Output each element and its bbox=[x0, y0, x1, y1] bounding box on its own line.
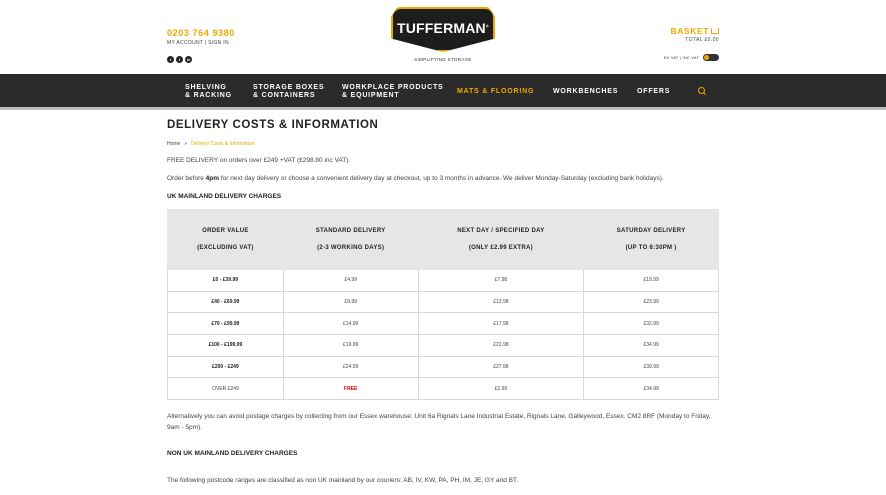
order-value-cell: £0 - £39.99 bbox=[168, 270, 284, 292]
saturday-price-cell: £19.99 bbox=[584, 270, 719, 292]
next-day-price-cell: £7.98 bbox=[418, 270, 584, 292]
standard-price-cell: £19.99 bbox=[283, 335, 418, 357]
standard-price-cell: £24.99 bbox=[283, 356, 418, 378]
column-header: NEXT DAY / SPECIFIED DAY (ONLY £2.99 EXTRA) bbox=[418, 210, 584, 270]
search-icon[interactable] bbox=[698, 87, 706, 95]
saturday-price-cell: £34.99 bbox=[584, 335, 719, 357]
delivery-charges-table bbox=[167, 209, 719, 400]
next-day-price-cell: £12.98 bbox=[418, 291, 584, 313]
site-header bbox=[0, 0, 886, 74]
nav-label-line2: & RACKING bbox=[185, 92, 232, 99]
collection-text: Alternatively you can avoid postage charges by collecting from our Essex warehouse: Unit 6a Rignals Lane Industrial Estate, Rignals Lane, Galleywood, Essex. CM2 8RF (Monday to Friday, 9am - 5pm). bbox=[167, 413, 711, 431]
facebook-icon[interactable]: f bbox=[176, 56, 183, 63]
order-value-cell: £100 - £199.99 bbox=[168, 335, 284, 357]
basket-icon bbox=[711, 28, 719, 34]
order-value-cell: £200 - £249 bbox=[168, 356, 284, 378]
page-title: DELIVERY COSTS & INFORMATION bbox=[167, 119, 379, 131]
table-row bbox=[168, 313, 719, 335]
social-links bbox=[167, 56, 192, 63]
nav-mats-flooring[interactable]: MATS & FLOORING bbox=[457, 88, 535, 95]
vat-switch bbox=[664, 54, 719, 61]
account-links bbox=[167, 40, 229, 46]
nav-offers[interactable]: OFFERS bbox=[637, 88, 671, 95]
breadcrumb-current: Delivery Costs & Information bbox=[191, 141, 255, 147]
order-value-cell: OVER £249 bbox=[168, 378, 284, 400]
free-delivery-badge: FREE bbox=[283, 378, 418, 400]
saturday-price-cell: £39.99 bbox=[584, 356, 719, 378]
basket-total: TOTAL £0.00 bbox=[685, 37, 719, 43]
next-day-price-cell: £22.98 bbox=[418, 335, 584, 357]
order-before-text: Order before 4pm for next day delivery or choose a convenient delivery day at checkout, up to 3 months in advance. We deliver Monday-Saturday (excluding bank holidays). bbox=[167, 175, 664, 182]
postcode-text: The following postcode ranges are classified as non UK mainland by our couriers: AB, IV, KW, PA, PH, IM, JE, GY and BT. bbox=[167, 477, 519, 484]
table-header-row bbox=[168, 210, 719, 270]
nav-workplace-products[interactable] bbox=[342, 84, 444, 100]
nav-workbenches[interactable]: WORKBENCHES bbox=[553, 88, 619, 95]
sign-in-link[interactable]: SIGN IN bbox=[208, 40, 229, 46]
column-header: STANDARD DELIVERY (2-3 WORKING DAYS) bbox=[283, 210, 418, 270]
table-row bbox=[168, 335, 719, 357]
non-uk-delivery-heading: NON UK MAINLAND DELIVERY CHARGES bbox=[167, 450, 298, 457]
uk-delivery-heading: UK MAINLAND DELIVERY CHARGES bbox=[167, 193, 282, 200]
breadcrumb-separator: » bbox=[184, 141, 188, 147]
logo-text: TUFFERMAN® bbox=[396, 20, 490, 36]
tagline: SIMPLIFYING STORAGE bbox=[414, 57, 472, 62]
my-account-link[interactable]: MY ACCOUNT bbox=[167, 40, 204, 46]
nav-storage-boxes[interactable] bbox=[253, 84, 324, 100]
column-header: ORDER VALUE (EXCLUDING VAT) bbox=[168, 210, 284, 270]
table-row bbox=[168, 291, 719, 313]
nav-shelving-racking[interactable] bbox=[185, 84, 232, 100]
next-day-price-cell: £2.99 bbox=[418, 378, 584, 400]
main-nav bbox=[0, 74, 886, 110]
twitter-icon[interactable]: t bbox=[167, 56, 174, 63]
nav-label-line2: & CONTAINERS bbox=[253, 92, 316, 99]
account-separator: | bbox=[204, 40, 209, 46]
basket[interactable] bbox=[670, 26, 719, 43]
vat-label: EX VAT | INC VAT bbox=[663, 55, 699, 60]
standard-price-cell: £14.99 bbox=[283, 313, 418, 335]
breadcrumb bbox=[167, 141, 254, 147]
saturday-price-cell: £23.99 bbox=[584, 291, 719, 313]
nav-label-line1: STORAGE BOXES bbox=[253, 84, 325, 91]
standard-price-cell: £4.99 bbox=[283, 270, 418, 292]
free-delivery-text: FREE DELIVERY on orders over £249 +VAT (£298.80 inc VAT). bbox=[167, 157, 351, 164]
basket-label[interactable]: BASKET bbox=[670, 26, 719, 36]
table-row bbox=[168, 356, 719, 378]
nav-label-line1: SHELVING bbox=[185, 84, 227, 91]
standard-price-cell: £9.99 bbox=[283, 291, 418, 313]
vat-toggle[interactable] bbox=[703, 54, 719, 61]
table-row bbox=[168, 378, 719, 400]
column-header: SATURDAY DELIVERY (UP TO 6:30PM ) bbox=[584, 210, 719, 270]
next-day-price-cell: £27.98 bbox=[418, 356, 584, 378]
next-day-price-cell: £17.98 bbox=[418, 313, 584, 335]
nav-label-line2: & EQUIPMENT bbox=[342, 92, 400, 99]
table-row bbox=[168, 270, 719, 292]
nav-label-line1: WORKPLACE PRODUCTS bbox=[342, 84, 444, 91]
breadcrumb-home[interactable]: Home bbox=[167, 141, 181, 147]
saturday-price-cell: £32.99 bbox=[584, 313, 719, 335]
saturday-price-cell: £34.99 bbox=[584, 378, 719, 400]
phone-number[interactable]: 0203 764 9380 bbox=[167, 28, 235, 38]
logo[interactable] bbox=[391, 7, 495, 52]
order-value-cell: £70 - £99.99 bbox=[168, 313, 284, 335]
order-value-cell: £40 - £69.99 bbox=[168, 291, 284, 313]
linkedin-icon[interactable]: in bbox=[186, 57, 191, 62]
